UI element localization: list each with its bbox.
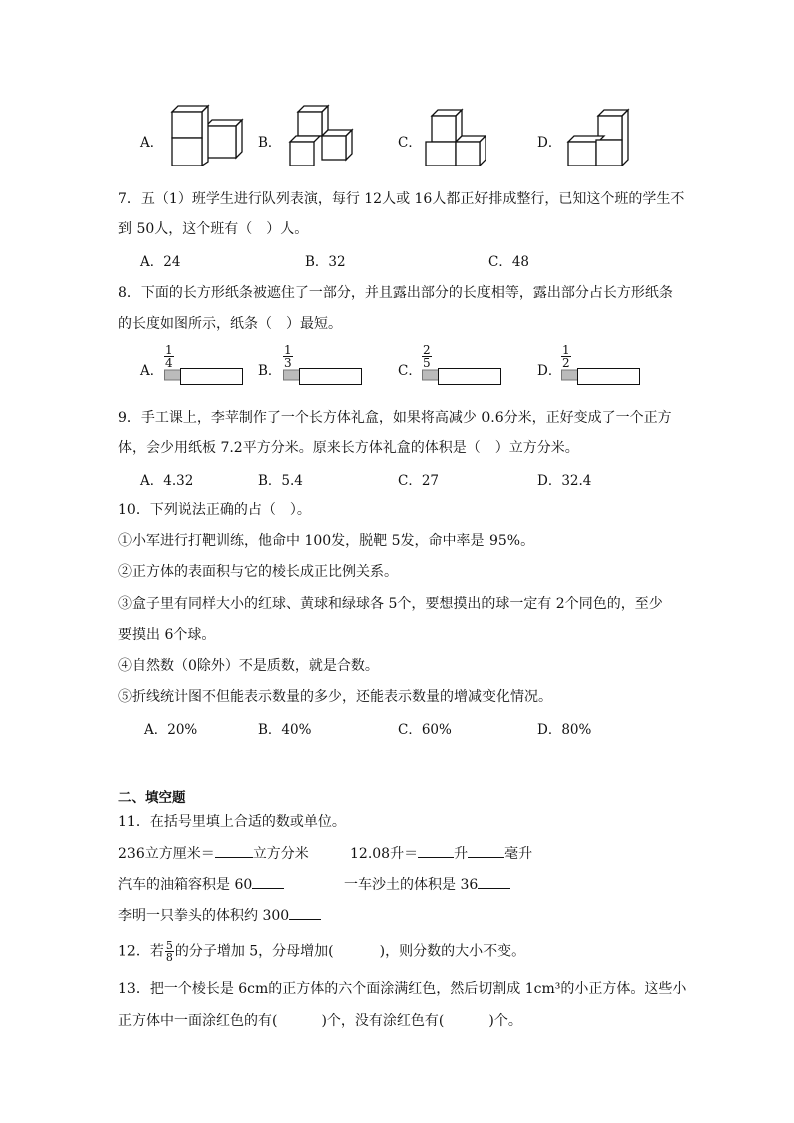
q11-e-text: 李明一只拳头的体积约 300	[118, 908, 290, 924]
fraction-numerator: 1	[284, 343, 292, 357]
q8-option-a-paper-strip	[164, 368, 246, 386]
q8-option-a-label: A．	[140, 363, 164, 379]
q12-text-2: )，则分数的大小不变。	[379, 943, 526, 960]
q8-option-d-label: D．	[537, 363, 562, 379]
q10-option-b: B．40%	[258, 722, 312, 738]
q10-statement-3a: ③盒子里有同样大小的红球、黄球和绿球各 5个，要想摸出的球一定有 2个同色的，至少	[118, 596, 663, 612]
q11-row-2-right	[344, 874, 510, 894]
q11-b-mid: 升	[454, 846, 469, 862]
q8-option-c-fraction	[422, 344, 432, 369]
q9-line-2: 体，会少用纸板 7.2平方分米。原来长方体礼盒的体积是（ ）立方分米。	[118, 440, 579, 456]
q6-option-d-cube-figure	[566, 104, 632, 166]
fraction-denominator: 5	[423, 356, 431, 370]
q8-option-b-fraction	[283, 344, 293, 369]
q11-row-2-left	[118, 874, 284, 894]
q9-line-1: 9．手工课上，李苹制作了一个长方体礼盒，如果将高减少 0.6分米，正好变成了一个正方	[118, 410, 672, 426]
q8-option-c-label: C．	[398, 363, 422, 379]
q9-option-b: B．5.4	[258, 473, 303, 489]
q6-option-d-label: D．	[537, 135, 562, 151]
q8-option-b-paper-strip	[283, 368, 365, 386]
fraction-denominator: 3	[284, 356, 292, 370]
answer-blank[interactable]	[252, 876, 284, 889]
q11-title: 11．在括号里填上合适的数或单位。	[118, 814, 346, 830]
q9-option-a: A．4.32	[140, 473, 194, 489]
q9-option-d: D．32.4	[537, 473, 592, 489]
q12-prefix: 12．若	[118, 943, 164, 960]
fraction-numerator: 1	[165, 343, 173, 357]
answer-blank[interactable]	[215, 845, 253, 858]
q10-option-c: C．60%	[398, 722, 452, 738]
q6-option-a-label: A．	[140, 135, 164, 151]
q12-line	[118, 940, 525, 963]
q6-option-a-cube-figure	[168, 104, 244, 166]
q11-row-1-left	[118, 843, 309, 863]
q6-option-b-cube-figure	[288, 104, 358, 166]
q10-statement-5: ⑤折线统计图不但能表示数量的多少，还能表示数量的增减变化情况。	[118, 689, 552, 705]
q6-option-c-label: C．	[398, 135, 422, 151]
q8-option-b-label: B．	[258, 363, 282, 379]
q8-option-d-paper-strip	[561, 368, 643, 386]
fraction-numerator: 1	[562, 343, 570, 357]
q8-option-c-paper-strip	[422, 368, 504, 386]
q11-c-text: 汽车的油箱容积是 60	[118, 877, 253, 893]
q11-row-1-right	[350, 843, 532, 863]
answer-blank[interactable]	[289, 907, 321, 920]
fraction-denominator: 4	[165, 356, 173, 370]
q11-row-3	[118, 905, 321, 925]
q10-statement-2: ②正方体的表面积与它的棱长成正比例关系。	[118, 564, 398, 580]
answer-blank[interactable]	[418, 845, 454, 858]
fraction-numerator: 5	[165, 939, 173, 952]
q7-line-1: 7．五（1）班学生进行队列表演，每行 12人或 16人都正好排成整行，已知这个班的学生不	[118, 191, 685, 207]
fraction-denominator: 8	[165, 951, 173, 964]
q8-option-d-fraction	[561, 344, 571, 369]
q11-d-text: 一车沙土的体积是 36	[344, 877, 479, 893]
q7-option-a: A．24	[140, 254, 181, 270]
fraction-numerator: 2	[423, 343, 431, 357]
q11-a-prefix: 236立方厘米＝	[118, 846, 215, 862]
q12-fraction	[165, 940, 174, 963]
q10-title: 10．下列说法正确的占（ ）。	[118, 502, 311, 518]
q8-option-a-fraction	[164, 344, 174, 369]
q13-line-1: 13．把一个棱长是 6cm的正方体的六个面涂满红色，然后切割成 1cm³的小正方体。这些小	[118, 981, 687, 997]
q7-option-c: C．48	[488, 254, 530, 270]
q10-option-a: A．20%	[144, 722, 198, 738]
q6-option-b-label: B．	[258, 135, 282, 151]
q6-option-c-cube-figure	[424, 104, 486, 166]
fraction-denominator: 2	[562, 356, 570, 370]
q13-text-3: )个。	[488, 1013, 522, 1029]
q10-statement-1: ①小军进行打靶训练，他命中 100发，脱靶 5发，命中率是 95%。	[118, 533, 535, 549]
q7-option-b: B．32	[305, 254, 346, 270]
answer-blank[interactable]	[478, 876, 510, 889]
q12-text-1: 的分子增加 5，分母增加(	[174, 943, 334, 960]
q10-option-d: D．80%	[537, 722, 592, 738]
q13-line-2	[118, 1010, 522, 1030]
q11-b-prefix: 12.08升＝	[350, 846, 419, 862]
section-heading-fill-in: 二、填空题	[118, 790, 186, 806]
q7-line-2: 到 50人，这个班有（ ）人。	[118, 221, 309, 237]
q13-text-1: 正方体中一面涂红色的有(	[118, 1013, 278, 1029]
q8-line-2: 的长度如图所示，纸条（ ）最短。	[118, 316, 342, 332]
q13-text-2: )个，没有涂红色有(	[321, 1013, 445, 1029]
answer-blank[interactable]	[468, 845, 504, 858]
q8-line-1: 8．下面的长方形纸条被遮住了一部分，并且露出部分的长度相等，露出部分占长方形纸条	[118, 285, 673, 301]
q11-a-suffix: 立方分米	[252, 846, 309, 862]
q11-b-suffix: 毫升	[504, 846, 533, 862]
q10-statement-3b: 要摸出 6个球。	[118, 627, 216, 643]
q10-statement-4: ④自然数（0除外）不是质数，就是合数。	[118, 658, 379, 674]
q9-option-c: C．27	[398, 473, 440, 489]
